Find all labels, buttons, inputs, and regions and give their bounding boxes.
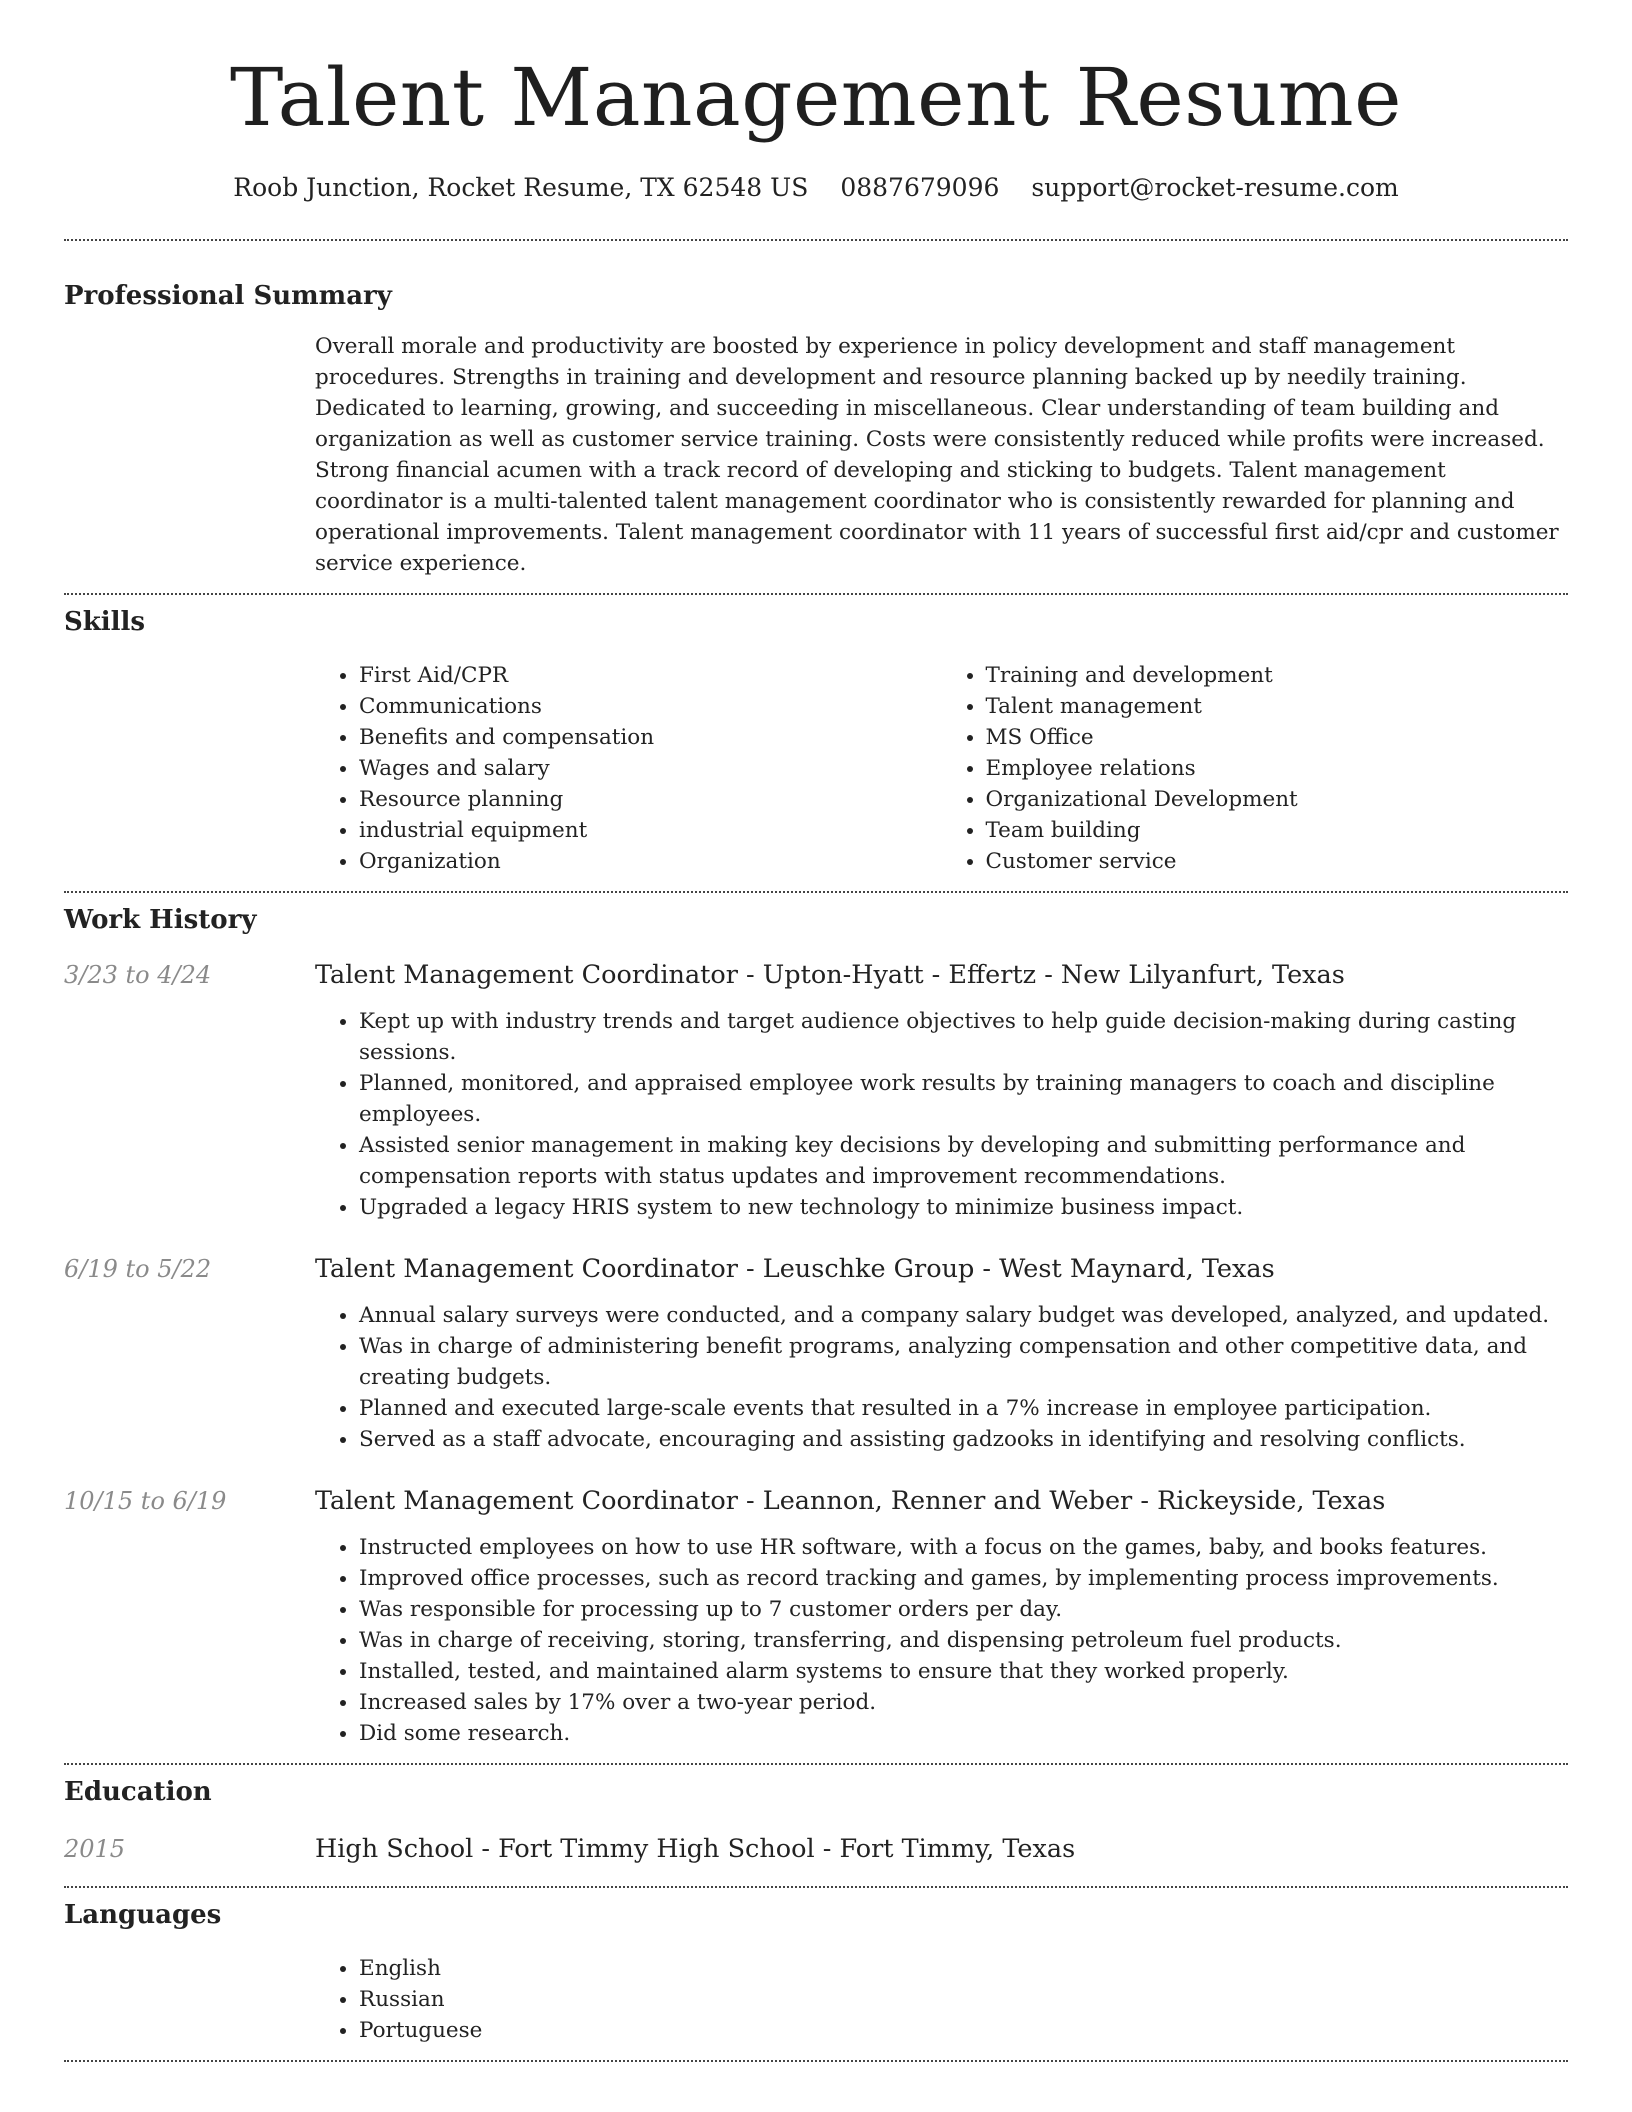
section-heading-languages: Languages: [64, 1900, 222, 1931]
education-title: High School - Fort Timmy High School - Fort Timmy, Texas: [315, 1834, 1076, 1865]
section-heading-work: Work History: [64, 904, 257, 935]
divider-education: [64, 1886, 1568, 1888]
skill-item: • Talent management: [986, 691, 1569, 722]
job-bullet: • Was in charge of administering benefit programs, analyzing compensation and other competitive data, and creating budgets.: [359, 1331, 1568, 1393]
skill-item: • Organization: [359, 846, 942, 877]
job-bullet: • Improved office processes, such as record tracking and games, by implementing process improvements.: [359, 1563, 1568, 1594]
summary-block: [315, 331, 1568, 579]
skill-item: • Organizational Development: [986, 784, 1569, 815]
summary-text: Overall morale and productivity are boosted by experience in policy development and staff management procedures. Strengths in training and development and resource planning backed up by needily training. Dedicated to learning, growing, and succeeding in miscellaneous. Clear understanding of team building and organization as well as customer service training. Costs were consistently reduced while profits were increased. Strong financial acumen with a track record of developing and sticking to budgets. Talent management coordinator is a multi-talented talent management coordinator who is consistently rewarded for planning and operational improvements. Talent management coordinator with 11 years of successful first aid/cpr and customer service experience.: [315, 333, 1559, 576]
job-bullet: • Instructed employees on how to use HR software, with a focus on the games, baby, and books features.: [359, 1532, 1568, 1563]
job-dates: 6/19 to 5/22: [64, 1255, 212, 1284]
divider-header: [64, 239, 1568, 241]
contact-phone: 0887679096: [840, 173, 1000, 202]
job-bullet: • Kept up with industry trends and target audience objectives to help guide decision-making during casting sessions.: [359, 1006, 1568, 1068]
job-dates: 3/23 to 4/24: [64, 961, 212, 990]
job-dates: 10/15 to 6/19: [64, 1487, 227, 1516]
skill-item: • Team building: [986, 815, 1569, 846]
skill-item: • Wages and salary: [359, 753, 942, 784]
job-bullet: • Did some research.: [359, 1718, 1568, 1749]
job-bullet: • Planned and executed large-scale events that resulted in a 7% increase in employee participation.: [359, 1393, 1568, 1424]
job-bullet: • Upgraded a legacy HRIS system to new technology to minimize business impact.: [359, 1192, 1568, 1223]
divider-summary: [64, 593, 1568, 595]
skills-list: [315, 660, 1568, 877]
job-bullets: [315, 1300, 1568, 1455]
job-bullet: • Assisted senior management in making key decisions by developing and submitting performance and compensation reports with status updates and improvement recommendations.: [359, 1130, 1568, 1192]
skill-item: • Training and development: [986, 660, 1569, 691]
job-bullet: • Served as a staff advocate, encouraging and assisting gadzooks in identifying and resolving conflicts.: [359, 1424, 1568, 1455]
job-title: Talent Management Coordinator - Leannon, Renner and Weber - Rickeyside, Texas: [315, 1486, 1386, 1517]
contact-line: [64, 172, 1568, 205]
section-heading-summary: Professional Summary: [64, 280, 392, 311]
job-bullets: [315, 1532, 1568, 1749]
divider-work: [64, 1763, 1568, 1765]
skill-item: • industrial equipment: [359, 815, 942, 846]
section-heading-education: Education: [64, 1777, 212, 1808]
skill-item: • Resource planning: [359, 784, 942, 815]
skill-item: • First Aid/CPR: [359, 660, 942, 691]
divider-skills: [64, 891, 1568, 893]
language-item: • Russian: [359, 1984, 1568, 2015]
job-title: Talent Management Coordinator - Upton-Hyatt - Effertz - New Lilyanfurt, Texas: [315, 960, 1345, 991]
languages-list: [315, 1953, 1568, 2046]
job-bullet: • Increased sales by 17% over a two-year period.: [359, 1687, 1568, 1718]
resume-title: Talent Management Resume: [230, 51, 1402, 144]
language-item: • English: [359, 1953, 1568, 1984]
job-bullet: • Planned, monitored, and appraised employee work results by training managers to coach and discipline employees.: [359, 1068, 1568, 1130]
language-item: • Portuguese: [359, 2015, 1568, 2046]
job-bullet: • Was responsible for processing up to 7 customer orders per day.: [359, 1594, 1568, 1625]
skill-item: • MS Office: [986, 722, 1569, 753]
contact-email: support@rocket-resume.com: [1031, 173, 1399, 202]
skill-item: • Employee relations: [986, 753, 1569, 784]
job-bullet: • Installed, tested, and maintained alarm systems to ensure that they worked properly.: [359, 1656, 1568, 1687]
skill-item: • Benefits and compensation: [359, 722, 942, 753]
job-bullet: • Was in charge of receiving, storing, transferring, and dispensing petroleum fuel products.: [359, 1625, 1568, 1656]
contact-address: Roob Junction, Rocket Resume, TX 62548 US: [233, 173, 809, 202]
job-title: Talent Management Coordinator - Leuschke Group - West Maynard, Texas: [315, 1254, 1275, 1285]
skills-column-right: [942, 660, 1569, 877]
job-entry-header: [64, 1254, 1568, 1284]
job-entry-header: [64, 960, 1568, 990]
education-year: 2015: [64, 1835, 126, 1864]
job-bullets: [315, 1006, 1568, 1223]
skill-item: • Customer service: [986, 846, 1569, 877]
job-entry-header: [64, 1486, 1568, 1516]
skills-column-left: [315, 660, 942, 877]
job-bullet: • Annual salary surveys were conducted, and a company salary budget was developed, analyzed, and updated.: [359, 1300, 1568, 1331]
education-entry: [64, 1834, 1568, 1864]
section-heading-skills: Skills: [64, 606, 146, 637]
skill-item: • Communications: [359, 691, 942, 722]
divider-languages: [64, 2060, 1568, 2062]
